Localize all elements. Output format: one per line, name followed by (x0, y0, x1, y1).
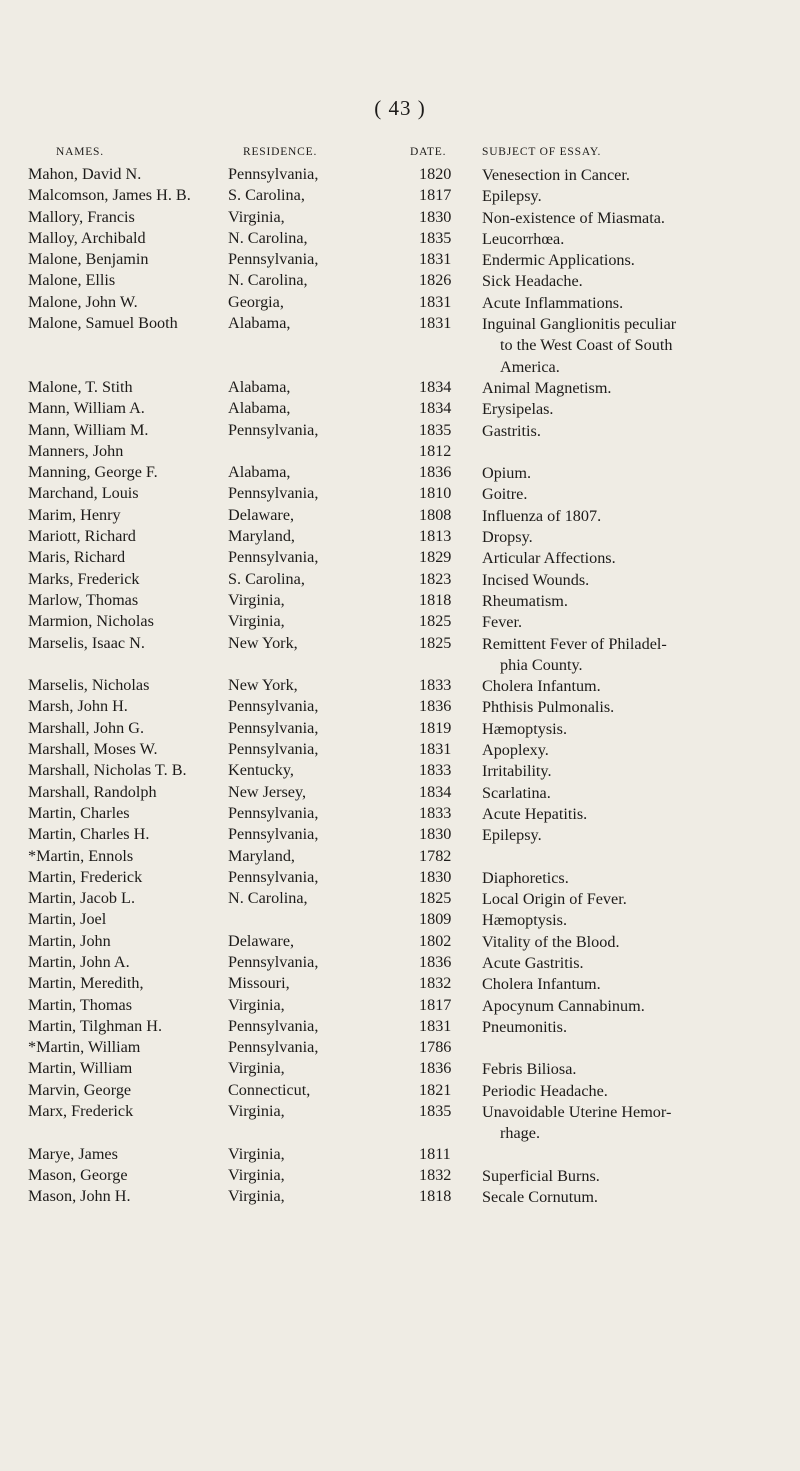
header-date: DATE. (410, 146, 447, 158)
subject-line: Fever. (482, 613, 523, 632)
name-cell: Martin, John (28, 931, 111, 950)
subject-cell (482, 484, 798, 505)
residence-cell: Pennsylvania, (228, 165, 319, 183)
subject-cell (482, 612, 798, 633)
residence-cell: Pennsylvania, (228, 1016, 319, 1035)
subject-line: Unavoidable Uterine Hemor- (482, 1103, 672, 1122)
table-row (0, 932, 800, 953)
name-cell: Martin, Frederick (28, 867, 143, 886)
subject-line: phia County. (500, 655, 583, 674)
table-row (0, 186, 800, 207)
subject-cell (482, 293, 798, 314)
name-cell: Malcomson, James H. B. (28, 186, 191, 205)
header-names: NAMES. (56, 146, 104, 158)
subject-line: Hæmoptysis. (482, 719, 568, 738)
table-row (0, 548, 800, 569)
table-row (0, 740, 800, 761)
subject-cell (482, 548, 798, 569)
date-cell: 1831 (419, 740, 452, 759)
subject-cell (482, 165, 798, 186)
date-cell: 1818 (419, 1187, 452, 1206)
residence-cell: Maryland, (228, 527, 295, 546)
table-row (0, 1102, 800, 1145)
date-cell: 1835 (419, 420, 452, 439)
residence-cell: Pennsylvania, (228, 825, 319, 844)
subject-cell (482, 421, 798, 442)
date-cell: 1835 (419, 1102, 452, 1121)
subject-cell (482, 740, 798, 761)
subject-cell (482, 719, 798, 740)
date-cell: 1821 (419, 1080, 452, 1099)
name-cell: Marshall, John G. (28, 718, 144, 737)
name-cell: Mallory, Francis (28, 207, 135, 226)
date-cell: 1833 (419, 761, 452, 780)
subject-line: Leucorrhœa. (482, 229, 565, 248)
residence-cell: Maryland, (228, 846, 295, 865)
residence-cell: Pennsylvania, (228, 867, 319, 886)
subject-cell (482, 1059, 798, 1080)
subject-cell (482, 399, 798, 420)
residence-cell: Virginia, (228, 1144, 285, 1163)
name-cell: Martin, Thomas (28, 995, 133, 1014)
residence-cell: Pennsylvania, (228, 1038, 319, 1057)
subject-line: Inguinal Ganglionitis peculiar (482, 315, 677, 334)
date-cell: 1832 (419, 1165, 452, 1184)
subject-line: Hæmoptysis. (482, 911, 568, 930)
date-cell: 1810 (419, 484, 452, 503)
table-row (0, 910, 800, 931)
subject-cell (482, 378, 798, 399)
subject-line: Pneumonitis. (482, 1017, 567, 1036)
residence-cell: Kentucky, (228, 761, 294, 780)
subject-line: Animal Magnetism. (482, 378, 612, 397)
date-cell: 1830 (419, 207, 452, 226)
date-cell: 1809 (419, 910, 452, 929)
table-row (0, 314, 800, 378)
subject-cell (482, 1017, 798, 1038)
name-cell: Marchand, Louis (28, 484, 139, 503)
subject-line: Cholera Infantum. (482, 975, 601, 994)
date-cell: 1834 (419, 782, 452, 801)
table-row (0, 1166, 800, 1187)
residence-cell: Pennsylvania, (228, 952, 319, 971)
table-row (0, 761, 800, 782)
table-row (0, 250, 800, 271)
table-row (0, 165, 800, 186)
table-row (0, 697, 800, 718)
subject-cell (482, 910, 798, 931)
table-row (0, 1081, 800, 1102)
table-row (0, 506, 800, 527)
name-cell: Mason, John H. (28, 1187, 131, 1206)
table-row (0, 484, 800, 505)
date-cell: 1830 (419, 825, 452, 844)
residence-cell: Pennsylvania, (228, 250, 319, 269)
date-cell: 1830 (419, 867, 452, 886)
header-residence: RESIDENCE. (243, 146, 318, 158)
name-cell: Mann, William A. (28, 399, 145, 418)
subject-cell (482, 570, 798, 591)
subject-line: Acute Hepatitis. (482, 804, 588, 823)
table-row (0, 591, 800, 612)
table-row (0, 719, 800, 740)
subject-cell (482, 1081, 798, 1102)
table-row (0, 953, 800, 974)
date-cell: 1823 (419, 569, 452, 588)
subject-cell (482, 250, 798, 271)
subject-line: rhage. (500, 1124, 540, 1143)
residence-cell: Pennsylvania, (228, 740, 319, 759)
table-row (0, 889, 800, 910)
subject-cell (482, 634, 798, 677)
table-row (0, 229, 800, 250)
table-row (0, 271, 800, 292)
date-cell: 1832 (419, 974, 452, 993)
subject-line: Irritability. (482, 762, 552, 781)
residence-cell: Pennsylvania, (228, 548, 319, 567)
name-cell: Marlow, Thomas (28, 590, 139, 609)
subject-line: Acute Inflammations. (482, 293, 624, 312)
subject-line: Venesection in Cancer. (482, 166, 630, 184)
name-cell: Marsh, John H. (28, 697, 128, 716)
subject-cell (482, 996, 798, 1017)
date-cell: 1829 (419, 548, 452, 567)
name-cell: Mason, George (28, 1165, 128, 1184)
table-row (0, 783, 800, 804)
subject-cell (482, 271, 798, 292)
name-cell: Martin, Charles (28, 803, 130, 822)
name-cell: Malone, Samuel Booth (28, 314, 178, 333)
table-row (0, 804, 800, 825)
residence-cell: Pennsylvania, (228, 420, 319, 439)
residence-cell: N. Carolina, (228, 271, 308, 290)
date-cell: 1825 (419, 612, 452, 631)
name-cell: Manners, John (28, 441, 124, 460)
name-cell: Manning, George F. (28, 463, 158, 482)
residence-cell: Virginia, (228, 590, 285, 609)
name-cell: Marshall, Nicholas T. B. (28, 761, 187, 780)
subject-cell (482, 676, 798, 697)
date-cell: 1811 (419, 1144, 451, 1163)
table-row (0, 399, 800, 420)
date-cell: 1786 (419, 1038, 452, 1057)
date-cell: 1808 (419, 505, 452, 524)
date-cell: 1834 (419, 399, 452, 418)
residence-cell: Missouri, (228, 974, 290, 993)
name-cell: Marks, Frederick (28, 569, 140, 588)
residence-cell: Connecticut, (228, 1080, 311, 1099)
name-cell: Martin, William (28, 1059, 133, 1078)
name-cell: Martin, Tilghman H. (28, 1016, 163, 1035)
subject-line: Sick Headache. (482, 272, 583, 291)
subject-cell (482, 1187, 798, 1208)
subject-line: America. (500, 357, 560, 376)
table-row (0, 208, 800, 229)
name-cell: Marim, Henry (28, 505, 121, 524)
table-row (0, 421, 800, 442)
header-subject: SUBJECT OF ESSAY. (482, 146, 602, 158)
subject-line: Acute Gastritis. (482, 953, 584, 972)
residence-cell: Georgia, (228, 292, 284, 311)
subject-line: Apocynum Cannabinum. (482, 996, 645, 1015)
table-row (0, 527, 800, 548)
residence-cell: Pennsylvania, (228, 697, 319, 716)
subject-line: Local Origin of Fever. (482, 890, 627, 909)
date-cell: 1782 (419, 846, 452, 865)
date-cell: 1817 (419, 186, 452, 205)
date-cell: 1836 (419, 1059, 452, 1078)
date-cell: 1834 (419, 377, 452, 396)
table-row (0, 570, 800, 591)
subject-line: Goitre. (482, 485, 528, 504)
date-cell: 1825 (419, 889, 452, 908)
subject-line: Epilepsy. (482, 826, 542, 845)
subject-line: Cholera Infantum. (482, 677, 601, 696)
residence-cell: Alabama, (228, 399, 291, 418)
subject-cell (482, 953, 798, 974)
name-cell: Marye, James (28, 1144, 118, 1163)
subject-cell (482, 463, 798, 484)
residence-cell: Virginia, (228, 1059, 285, 1078)
subject-line: Opium. (482, 464, 532, 483)
table-row (0, 1017, 800, 1038)
column-headers (0, 146, 800, 162)
date-cell: 1826 (419, 271, 452, 290)
residence-cell: Pennsylvania, (228, 484, 319, 503)
table-row (0, 1145, 800, 1166)
subject-line: Gastritis. (482, 421, 541, 440)
date-cell: 1836 (419, 697, 452, 716)
subject-cell (482, 314, 798, 378)
table-row (0, 293, 800, 314)
residence-cell: Pennsylvania, (228, 803, 319, 822)
date-cell: 1831 (419, 1016, 452, 1035)
residence-cell: N. Carolina, (228, 889, 308, 908)
subject-cell (482, 804, 798, 825)
table-row (0, 1059, 800, 1080)
date-cell: 1812 (419, 441, 452, 460)
subject-line: Phthisis Pulmonalis. (482, 698, 615, 717)
residence-cell: Virginia, (228, 612, 285, 631)
subject-cell (482, 697, 798, 718)
table-row (0, 612, 800, 633)
name-cell: *Martin, Ennols (28, 846, 134, 865)
residence-cell: New York, (228, 676, 298, 695)
subject-cell (482, 1102, 798, 1145)
subject-line: Endermic Applications. (482, 251, 635, 270)
subject-line: Febris Biliosa. (482, 1060, 577, 1079)
name-cell: Martin, John A. (28, 952, 130, 971)
table-row (0, 996, 800, 1017)
date-cell: 1836 (419, 952, 452, 971)
name-cell: Malone, Benjamin (28, 250, 149, 269)
name-cell: Mahon, David N. (28, 165, 142, 183)
residence-cell: Alabama, (228, 463, 291, 482)
table-row (0, 868, 800, 889)
subject-line: Superficial Burns. (482, 1166, 600, 1185)
name-cell: Malone, John W. (28, 292, 138, 311)
date-cell: 1836 (419, 463, 452, 482)
subject-line: Rheumatism. (482, 591, 568, 610)
date-cell: 1819 (419, 718, 452, 737)
name-cell: Martin, Charles H. (28, 825, 150, 844)
subject-cell (482, 229, 798, 250)
name-cell: Marshall, Moses W. (28, 740, 158, 759)
subject-cell (482, 761, 798, 782)
name-cell: Martin, Joel (28, 910, 107, 929)
subject-line: Articular Affections. (482, 549, 616, 568)
residence-cell: Pennsylvania, (228, 718, 319, 737)
residence-cell: New Jersey, (228, 782, 307, 801)
table-row (0, 463, 800, 484)
subject-line: Scarlatina. (482, 783, 551, 802)
subject-line: Remittent Fever of Philadel- (482, 634, 667, 653)
subject-line: Apoplexy. (482, 741, 549, 760)
date-cell: 1802 (419, 931, 452, 950)
name-cell: Malloy, Archibald (28, 228, 146, 247)
residence-cell: New York, (228, 633, 298, 652)
subject-line: to the West Coast of South (500, 336, 673, 355)
subject-line: Epilepsy. (482, 187, 542, 206)
name-cell: Maris, Richard (28, 548, 126, 567)
name-cell: Marselis, Isaac N. (28, 633, 145, 652)
subject-cell (482, 208, 798, 229)
subject-cell (482, 186, 798, 207)
residence-cell: Alabama, (228, 314, 291, 333)
date-cell: 1833 (419, 803, 452, 822)
subject-cell (482, 1166, 798, 1187)
subject-line: Erysipelas. (482, 400, 554, 419)
date-cell: 1835 (419, 228, 452, 247)
table-row (0, 1187, 800, 1208)
date-cell: 1831 (419, 250, 452, 269)
date-cell: 1833 (419, 676, 452, 695)
name-cell: Mariott, Richard (28, 527, 136, 546)
subject-cell (482, 783, 798, 804)
subject-line: Periodic Headache. (482, 1081, 608, 1100)
subject-line: Vitality of the Blood. (482, 932, 620, 951)
table-row (0, 825, 800, 846)
name-cell: Marselis, Nicholas (28, 676, 150, 695)
subject-line: Influenza of 1807. (482, 506, 602, 525)
name-cell: Marx, Frederick (28, 1102, 134, 1121)
residence-cell: Delaware, (228, 505, 295, 524)
table-row (0, 634, 800, 677)
residence-cell: Alabama, (228, 377, 291, 396)
subject-cell (482, 974, 798, 995)
name-cell: Mann, William M. (28, 420, 149, 439)
name-cell: Martin, Jacob L. (28, 889, 135, 908)
date-cell: 1818 (419, 590, 452, 609)
residence-cell: Virginia, (228, 1187, 285, 1206)
subject-cell (482, 825, 798, 846)
table-row (0, 1038, 800, 1059)
date-cell: 1831 (419, 292, 452, 311)
page-number: ( 43 ) (374, 96, 426, 120)
subject-line: Non-existence of Miasmata. (482, 208, 665, 227)
name-cell: Malone, T. Stith (28, 377, 133, 396)
subject-cell (482, 868, 798, 889)
subject-cell (482, 889, 798, 910)
subject-cell (482, 591, 798, 612)
table-row (0, 378, 800, 399)
name-cell: *Martin, William (28, 1038, 141, 1057)
residence-cell: Virginia, (228, 995, 285, 1014)
name-cell: Marmion, Nicholas (28, 612, 154, 631)
name-cell: Martin, Meredith, (28, 974, 144, 993)
table-row (0, 974, 800, 995)
residence-cell: Delaware, (228, 931, 295, 950)
residence-cell: Virginia, (228, 1102, 285, 1121)
register-table (0, 165, 800, 1209)
subject-cell (482, 932, 798, 953)
date-cell: 1825 (419, 633, 452, 652)
residence-cell: N. Carolina, (228, 228, 308, 247)
subject-line: Incised Wounds. (482, 570, 590, 589)
subject-cell (482, 527, 798, 548)
table-row (0, 442, 800, 463)
date-cell: 1820 (419, 165, 452, 183)
date-cell: 1817 (419, 995, 452, 1014)
residence-cell: Virginia, (228, 207, 285, 226)
residence-cell: Virginia, (228, 1165, 285, 1184)
subject-line: Dropsy. (482, 528, 533, 547)
date-cell: 1831 (419, 314, 452, 333)
residence-cell: S. Carolina, (228, 186, 305, 205)
date-cell: 1813 (419, 527, 452, 546)
table-row (0, 847, 800, 868)
subject-line: Diaphoretics. (482, 868, 569, 887)
residence-cell: S. Carolina, (228, 569, 305, 588)
subject-cell (482, 506, 798, 527)
name-cell: Marshall, Randolph (28, 782, 157, 801)
name-cell: Malone, Ellis (28, 271, 116, 290)
table-row (0, 676, 800, 697)
name-cell: Marvin, George (28, 1080, 132, 1099)
subject-line: Secale Cornutum. (482, 1188, 598, 1207)
